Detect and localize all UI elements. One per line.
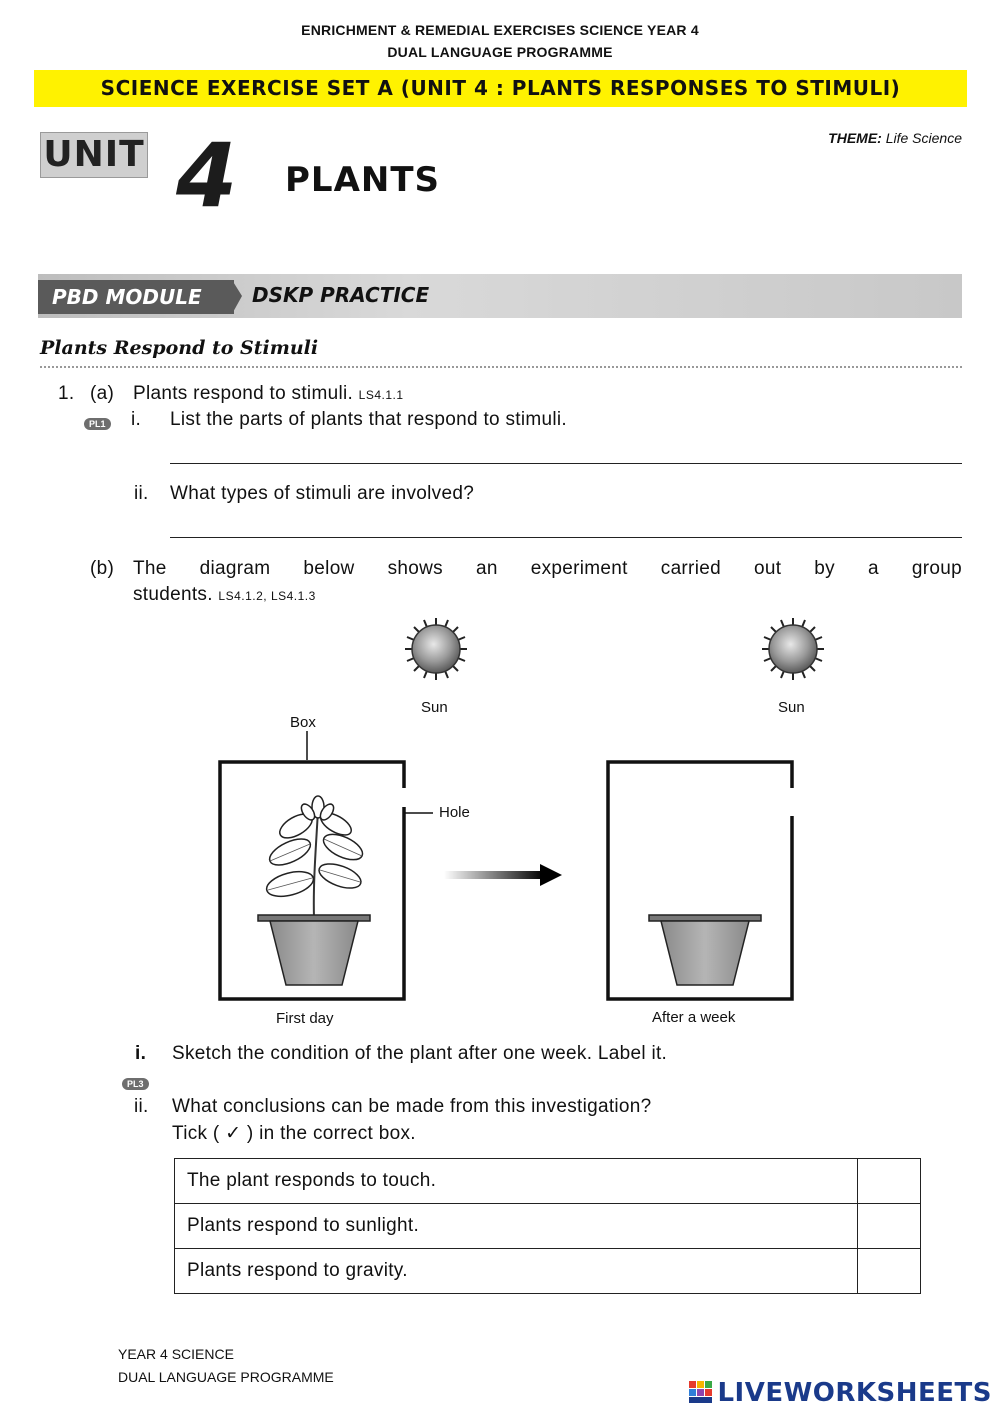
title-banner (34, 70, 967, 107)
tick-box[interactable] (858, 1249, 921, 1294)
part-b-i-text: Sketch the condition of the plant after one week. Label it. (172, 1043, 668, 1064)
section-divider (40, 366, 962, 368)
module-title: DSKP PRACTICE (252, 283, 430, 307)
part-b-ref: LS4.1.2, LS4.1.3 (218, 589, 316, 603)
part-a-i-label: i. (131, 409, 142, 430)
sun-label-left: Sun (421, 699, 448, 716)
module-tag-text: PBD MODULE (52, 285, 202, 309)
pl3-badge (122, 1074, 149, 1092)
part-b-ii-label: ii. (134, 1096, 149, 1117)
option-text: Plants respond to gravity. (175, 1249, 858, 1294)
footer-line-1: YEAR 4 SCIENCE (118, 1346, 234, 1362)
table-row (175, 1159, 921, 1204)
box-label: Box (290, 714, 316, 731)
sun-icon-left (405, 618, 467, 680)
answer-line-a-i[interactable] (170, 463, 962, 464)
pot-left (258, 915, 370, 985)
table-row (175, 1249, 921, 1294)
part-a-ii-text: What types of stimuli are involved? (170, 483, 475, 504)
answer-line-a-ii[interactable] (170, 537, 962, 538)
header-line-2: DUAL LANGUAGE PROGRAMME (387, 44, 613, 60)
sun-icon-right (762, 618, 824, 680)
pl1-badge (84, 414, 111, 432)
theme-label: THEME: (828, 130, 882, 146)
experiment-diagram (200, 612, 840, 1032)
part-b-text-line1: The diagram below shows an experiment carried out by a group (133, 558, 962, 579)
part-a-stem: Plants respond to stimuli. (133, 383, 354, 404)
part-a-ref: LS4.1.1 (358, 388, 404, 402)
tick-box[interactable] (858, 1159, 921, 1204)
banner-text: SCIENCE EXERCISE SET A (UNIT 4 : PLANTS RESPONSES TO STIMULI) (100, 76, 901, 100)
conclusion-table (174, 1158, 921, 1294)
sun-label-right: Sun (778, 699, 805, 716)
hole-label: Hole (439, 804, 470, 821)
caption-after-week: After a week (652, 1009, 736, 1026)
part-a-label: (a) (90, 383, 115, 404)
part-a-text (133, 383, 404, 405)
table-row (175, 1204, 921, 1249)
tick-box[interactable] (858, 1204, 921, 1249)
part-a-i-text: List the parts of plants that respond to stimuli. (170, 409, 568, 430)
part-b-text-line2 (133, 584, 316, 606)
unit-title: PLANTS (285, 160, 441, 200)
question-number: 1. (58, 383, 75, 404)
module-tag-notch (232, 274, 246, 318)
footer-line-2: DUAL LANGUAGE PROGRAMME (118, 1369, 334, 1385)
part-b-label: (b) (90, 558, 115, 579)
part-a-ii-label: ii. (134, 483, 149, 504)
unit-label: UNIT (40, 132, 148, 178)
part-b-ii-text-line1: What conclusions can be made from this investigation? (172, 1096, 652, 1117)
section-title: Plants Respond to Stimuli (40, 337, 319, 359)
module-tag (38, 280, 234, 314)
part-b-ii-text-line2: Tick ( ✓ ) in the correct box. (172, 1123, 416, 1144)
header-line-1: ENRICHMENT & REMEDIAL EXERCISES SCIENCE YEAR 4 (301, 22, 699, 38)
plant-left (264, 796, 366, 918)
theme (828, 130, 962, 146)
unit-number: 4 (176, 124, 238, 227)
option-text: Plants respond to sunlight. (175, 1204, 858, 1249)
liveworksheets-icon (688, 1379, 714, 1405)
caption-first-day: First day (276, 1010, 334, 1027)
pot-right (649, 915, 761, 985)
pl3-badge-text: PL3 (122, 1078, 149, 1090)
arrow-icon (444, 864, 562, 886)
theme-value: Life Science (885, 130, 962, 146)
liveworksheets-text: LIVEWORKSHEETS (717, 1378, 992, 1408)
part-b-i-label: i. (135, 1043, 147, 1064)
part-b-stem: students. (133, 584, 213, 605)
liveworksheets-logo[interactable] (688, 1378, 992, 1408)
pl1-badge-text: PL1 (84, 418, 111, 430)
option-text: The plant responds to touch. (175, 1159, 858, 1204)
